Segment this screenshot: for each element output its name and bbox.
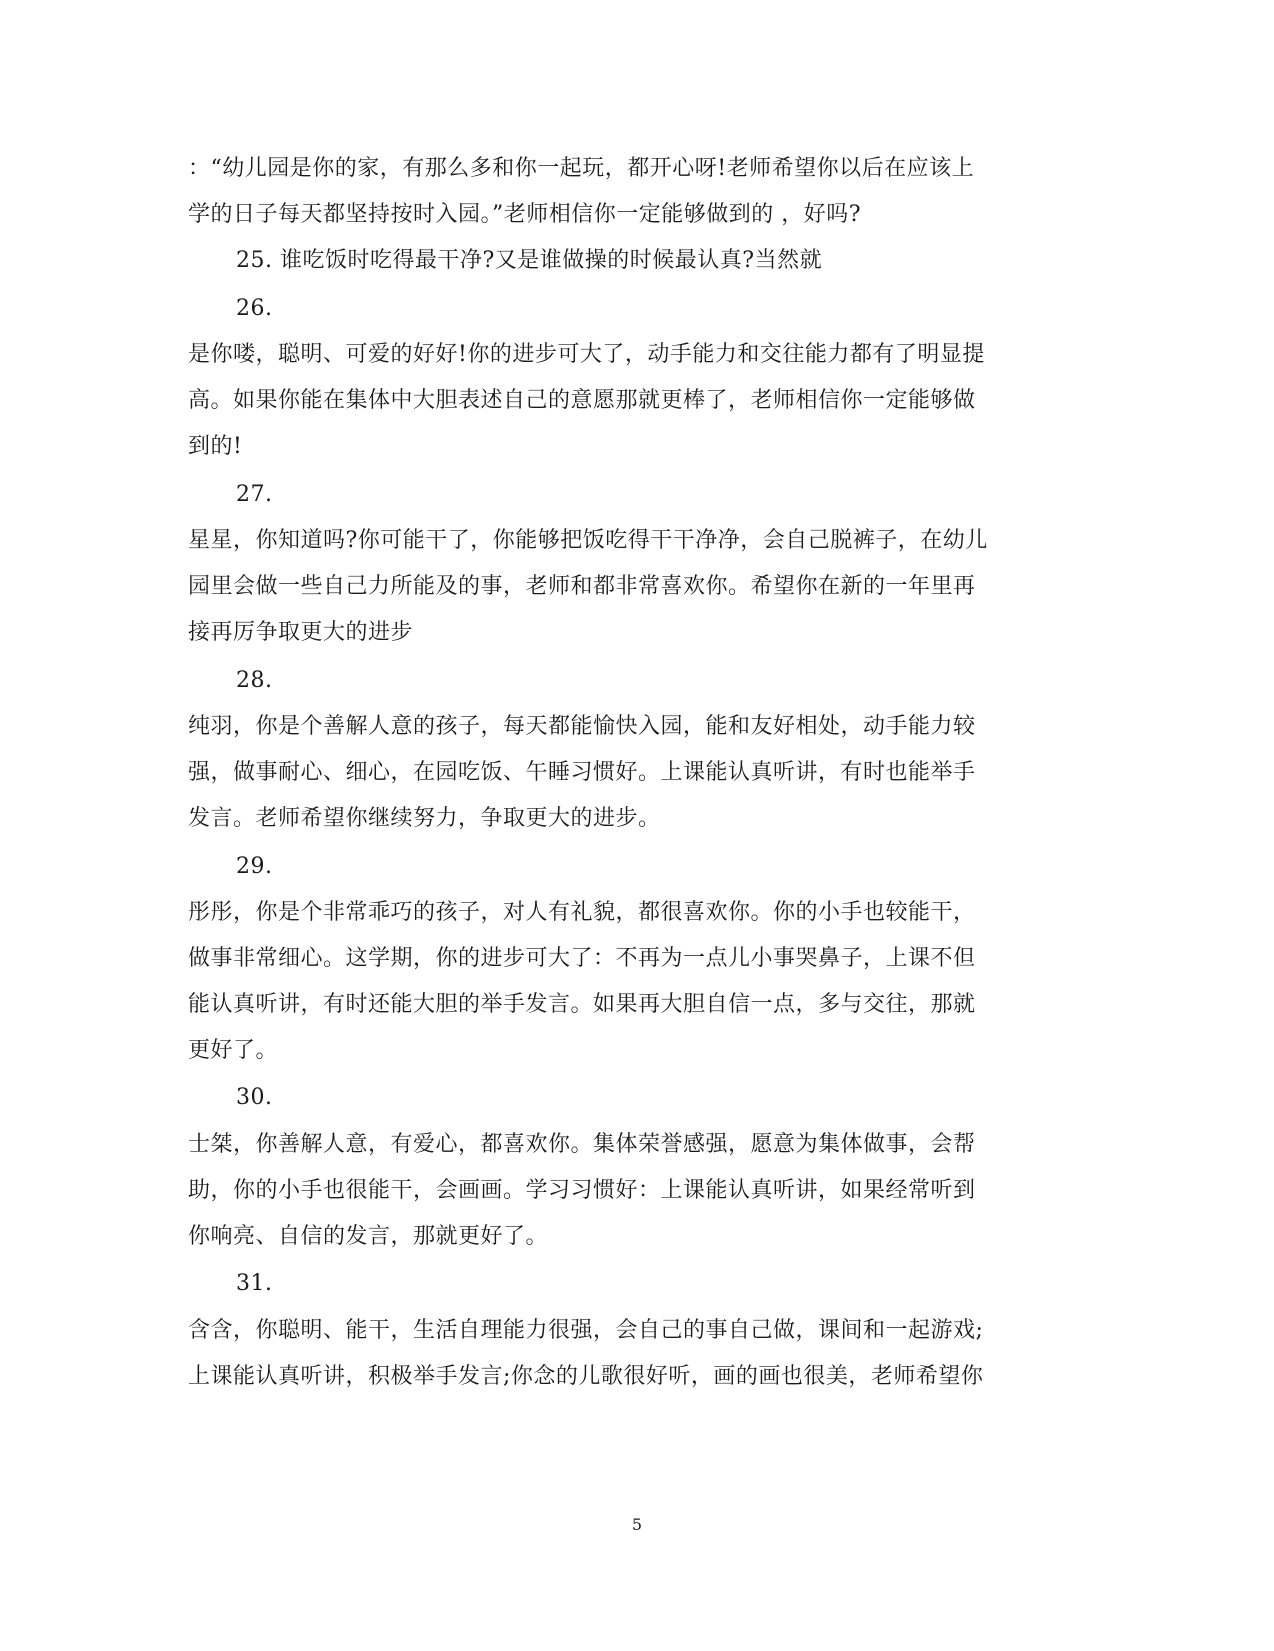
text-line: 纯羽，你是个善解人意的孩子，每天都能愉快入园，能和友好相处，动手能力较 bbox=[188, 714, 976, 739]
text-line: 园里会做一些自己力所能及的事，老师和都非常喜欢你。希望你在新的一年里再 bbox=[188, 574, 976, 599]
text-line: 士桀，你善解人意，有爱心，都喜欢你。集体荣誉感强，愿意为集体做事，会帮 bbox=[188, 1132, 976, 1157]
text-line: 到的! bbox=[188, 434, 243, 459]
item-number: 26. bbox=[236, 296, 273, 321]
text-line: ：“幼儿园是你的家，有那么多和你一起玩，都开心呀!老师希望你以后在应该上 bbox=[188, 156, 975, 181]
text-line: 更好了。 bbox=[188, 1038, 279, 1063]
text-line: 能认真听讲，有时还能大胆的举手发言。如果再大胆自信一点，多与交往，那就 bbox=[188, 992, 976, 1017]
text-line: 是你喽，聪明、可爱的好好!你的进步可大了，动手能力和交往能力都有了明显提 bbox=[188, 342, 985, 367]
text-line: 星星，你知道吗?你可能干了，你能够把饭吃得干干净净，会自己脱裤子，在幼儿 bbox=[188, 528, 988, 553]
item-number: 27. bbox=[236, 482, 273, 507]
text-line: 学的日子每天都坚持按时入园。”老师相信你一定能够做到的 ，好吗? bbox=[188, 202, 862, 227]
text-line: 强，做事耐心、细心，在园吃饭、午睡习惯好。上课能认真听讲，有时也能举手 bbox=[188, 760, 976, 785]
page-number: 5 bbox=[631, 1515, 643, 1534]
text-line: 含含，你聪明、能干，生活自理能力很强，会自己的事自己做，课间和一起游戏; bbox=[188, 1318, 984, 1343]
text-line: 你响亮、自信的发言，那就更好了。 bbox=[188, 1224, 549, 1249]
item-number: 30. bbox=[236, 1085, 273, 1110]
text-line: 接再厉争取更大的进步 bbox=[188, 620, 414, 645]
item-number: 31. bbox=[236, 1271, 273, 1296]
text-line: 上课能认真听讲，积极举手发言;你念的儿歌很好听，画的画也很美，老师希望你 bbox=[188, 1364, 984, 1389]
item-number-line: 25. 谁吃饭时吃得最干净?又是谁做操的时候最认真?当然就 bbox=[236, 248, 823, 273]
text-line: 发言。老师希望你继续努力，争取更大的进步。 bbox=[188, 806, 661, 831]
text-line: 彤彤，你是个非常乖巧的孩子，对人有礼貌，都很喜欢你。你的小手也较能干， bbox=[188, 900, 976, 925]
item-number: 28. bbox=[236, 668, 273, 693]
text-line: 做事非常细心。这学期，你的进步可大了：不再为一点儿小事哭鼻子，上课不但 bbox=[188, 946, 976, 971]
text-line: 高。如果你能在集体中大胆表述自己的意愿那就更棒了，老师相信你一定能够做 bbox=[188, 388, 976, 413]
text-line: 助，你的小手也很能干，会画画。学习习惯好：上课能认真听讲，如果经常听到 bbox=[188, 1178, 976, 1203]
item-number: 29. bbox=[236, 854, 273, 879]
